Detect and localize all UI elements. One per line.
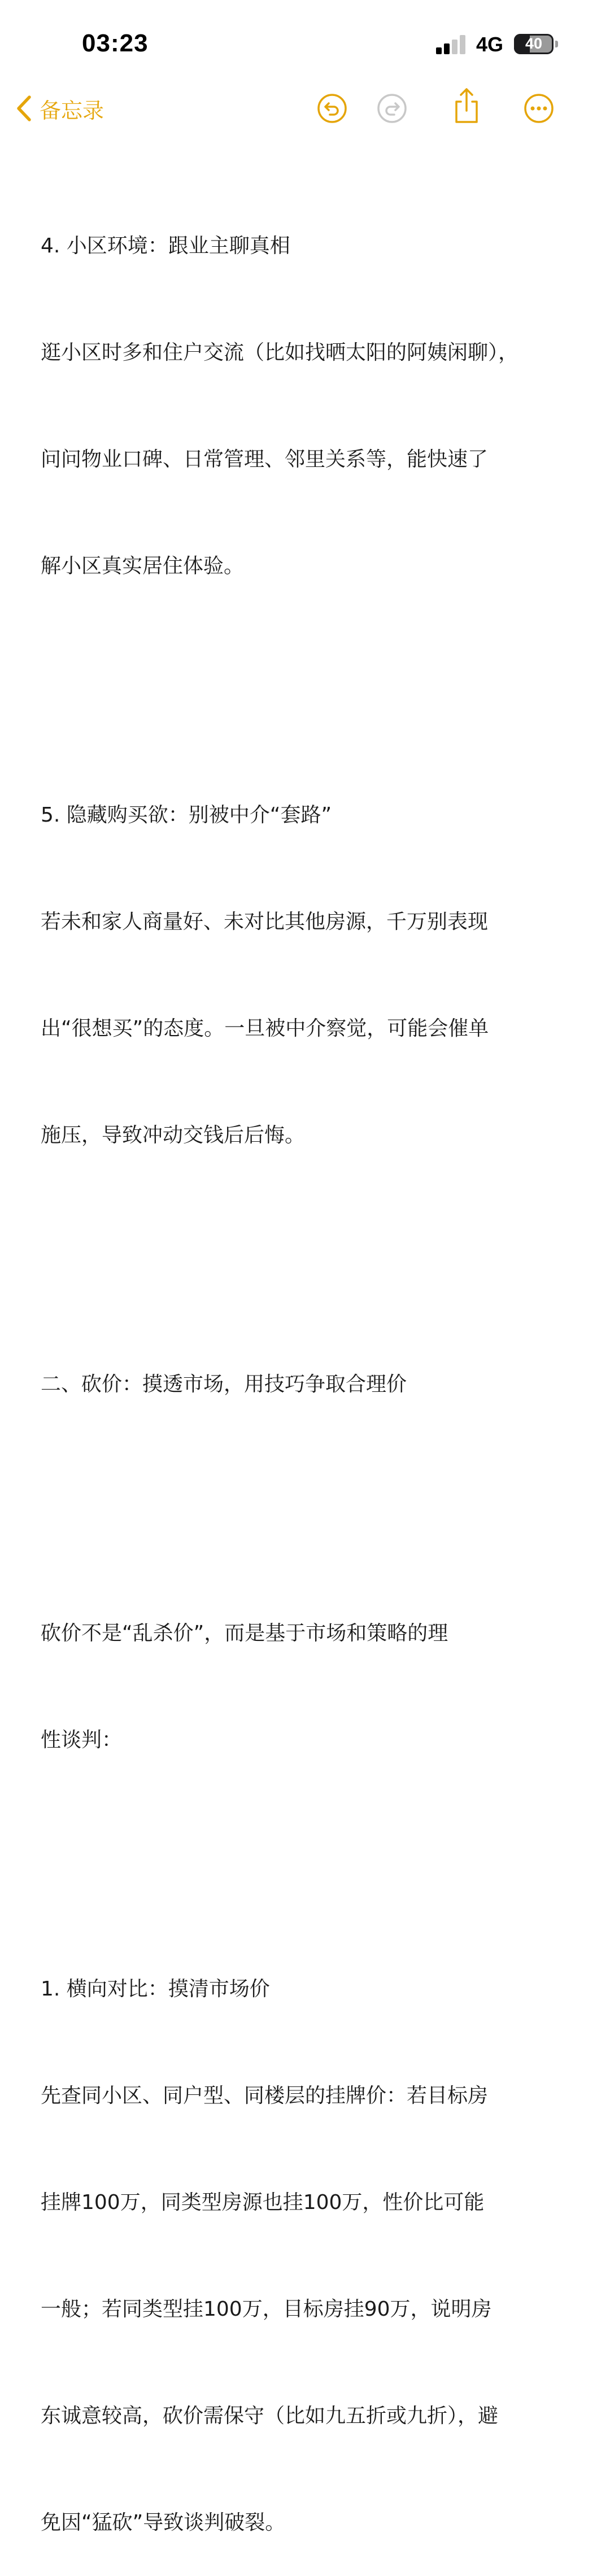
- section-5-line-2: 出“很想买”的态度。一旦被中介察觉，可能会催单: [41, 1017, 489, 1040]
- chevron-left-icon: [16, 95, 32, 122]
- section-5-line-1: 若未和家人商量好、未对比其他房源，千万别表现: [41, 910, 489, 933]
- undo-icon: [315, 91, 349, 125]
- status-time: 03:23: [82, 29, 149, 57]
- more-button[interactable]: [522, 91, 556, 125]
- network-type: 4G: [476, 33, 504, 56]
- share-button[interactable]: [450, 87, 483, 125]
- section-1-line-4: 东诚意较高，砍价需保守（比如九五折或九折），避: [41, 2404, 499, 2427]
- share-icon: [450, 87, 483, 125]
- back-button-label: 备忘录: [40, 98, 104, 123]
- note-body[interactable]: [41, 157, 572, 2576]
- battery-level: 40: [525, 35, 543, 52]
- ellipsis-icon: [522, 91, 556, 125]
- section-4-heading: 4. 小区环境：跟业主聊真相: [41, 234, 290, 257]
- part-2-heading: 二、砍价：摸透市场，用技巧争取合理价: [41, 1373, 407, 1396]
- status-bar: [0, 0, 610, 85]
- section-4-line-3: 解小区真实居住体验。: [41, 555, 245, 578]
- redo-button[interactable]: [375, 91, 409, 125]
- part-2-intro-line-2: 性谈判：: [41, 1728, 123, 1752]
- section-4-line-2: 问问物业口碑、日常管理、邻里关系等，能快速了: [41, 448, 489, 471]
- section-4-line-1: 逛小区时多和住户交流（比如找晒太阳的阿姨闲聊），: [41, 341, 519, 364]
- section-1-line-5: 免因“猛砍”导致谈判破裂。: [41, 2511, 286, 2534]
- undo-button[interactable]: [315, 91, 349, 125]
- redo-icon: [375, 91, 409, 125]
- section-5-line-3: 施压，导致冲动交钱后后悔。: [41, 1124, 306, 1147]
- section-1-line-3: 一般；若同类型挂100万，目标房挂90万，说明房: [41, 2298, 492, 2321]
- section-1-heading: 1. 横向对比：摸清市场价: [41, 1977, 270, 2001]
- back-button[interactable]: [16, 91, 104, 125]
- section-1-line-2: 挂牌100万，同类型房源也挂100万，性价比可能: [41, 2191, 485, 2214]
- section-1-line-1: 先查同小区、同户型、同楼层的挂牌价：若目标房: [41, 2084, 489, 2107]
- section-5-heading: 5. 隐藏购买欲：别被中介“套路”: [41, 804, 332, 827]
- signal-strength-icon: [436, 34, 468, 54]
- navigation-bar: [0, 85, 610, 136]
- part-2-intro-line-1: 砍价不是“乱杀价”，而是基于市场和策略的理: [41, 1622, 448, 1645]
- battery-icon: [514, 34, 554, 54]
- battery-tip: [555, 41, 558, 47]
